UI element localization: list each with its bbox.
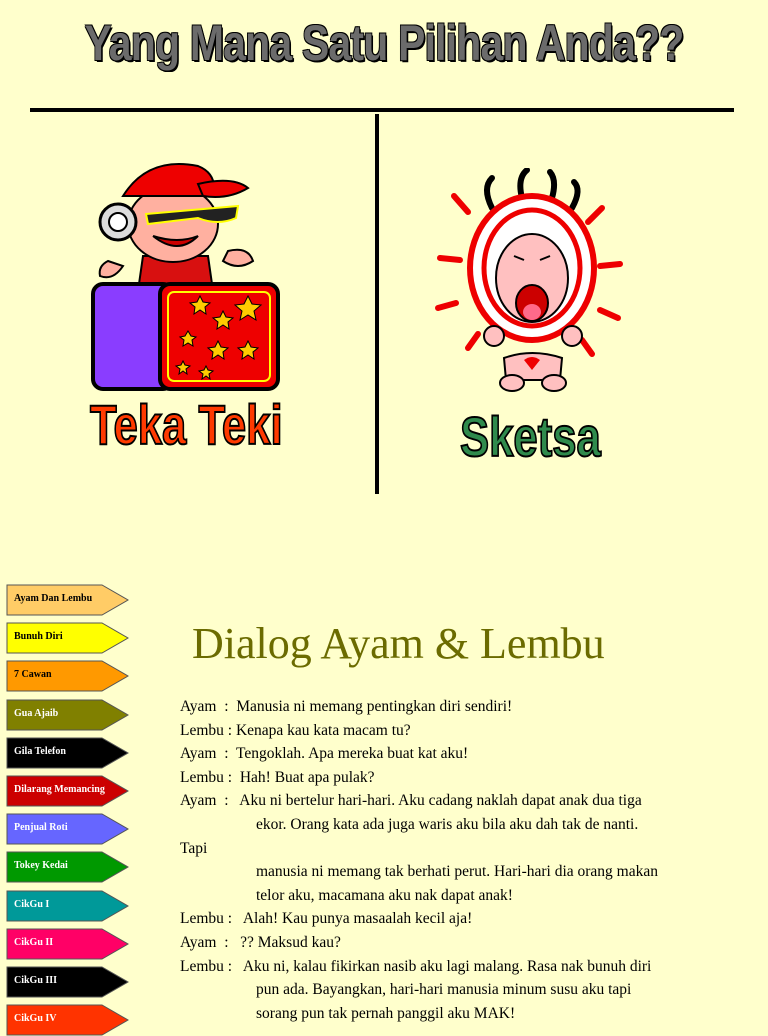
nav-button-10[interactable] (6, 966, 130, 998)
horizontal-divider (30, 108, 734, 112)
dialog-line: Lembu : Aku ni, kalau fikirkan nasib aku lagi malang. Rasa nak bunuh diri (180, 957, 652, 975)
dialog-title: Dialog Ayam & Lembu (192, 619, 605, 668)
nav-button-5[interactable] (6, 775, 130, 807)
nav-button-0[interactable] (6, 584, 130, 616)
dialog-text (180, 695, 740, 1025)
nav-button-7[interactable] (6, 851, 130, 883)
dialog-line: pun ada. Bayangkan, hari-hari manusia minum susu aku tapi (256, 981, 632, 999)
nav-button-3[interactable] (6, 699, 130, 731)
nav-button-label: Gua Ajaib (14, 708, 59, 719)
nav-button-label: Dilarang Memancing (14, 784, 105, 795)
dialog-line: Ayam : Manusia ni memang pentingkan diri sendiri! (180, 698, 513, 715)
dialog-line: Ayam : Tengoklah. Apa mereka buat kat aku! (180, 745, 469, 763)
dialog-line: sorang pun tak pernah panggil aku MAK! (256, 1004, 516, 1022)
nav-button-label: Bunuh Diri (14, 631, 63, 642)
teka-teki-choice[interactable] (88, 156, 308, 466)
dialog-line: Lembu : Alah! Kau punya masaalah kecil aja! (180, 910, 473, 928)
sketsa-choice[interactable] (432, 168, 632, 468)
nav-button-label: CikGu III (14, 975, 58, 986)
slide-title: Yang Mana Satu Pilihan Anda?? (84, 15, 684, 71)
nav-button-label: 7 Cawan (14, 669, 52, 680)
dialog-line: Lembu : Hah! Buat apa pulak? (180, 768, 375, 786)
vertical-divider (375, 114, 379, 494)
nav-button-label: CikGu I (14, 899, 50, 910)
nav-button-9[interactable] (6, 928, 130, 960)
nav-button-2[interactable] (6, 660, 130, 692)
nav-button-4[interactable] (6, 737, 130, 769)
nav-button-label: CikGu IV (14, 1013, 57, 1024)
dialog-line: Ayam : ?? Maksud kau? (180, 933, 341, 951)
nav-button-label: Penjual Roti (14, 822, 68, 833)
nav-button-label: Tokey Kedai (14, 860, 68, 871)
dialog-line: Lembu : Kenapa kau kata macam tu? (180, 721, 411, 739)
nav-button-6[interactable] (6, 813, 130, 845)
sketsa-label: Sketsa (460, 405, 601, 468)
nav-button-label: Ayam Dan Lembu (14, 593, 93, 604)
nav-button-1[interactable] (6, 622, 130, 654)
teka-teki-label: Teka Teki (90, 393, 283, 456)
dialog-line: telor aku, macamana aku nak dapat anak! (256, 886, 513, 904)
nav-button-8[interactable] (6, 890, 130, 922)
dialog-line: Ayam : Aku ni bertelur hari-hari. Aku cadang naklah dapat anak dua tiga (180, 792, 642, 810)
nav-button-label: Gila Telefon (14, 746, 66, 757)
dialog-line: Tapi (180, 839, 208, 857)
dialog-line: ekor. Orang kata ada juga waris aku bila aku dah tak de nanti. (256, 815, 639, 833)
teka-teki-cartoon-image (88, 156, 288, 396)
nav-button-label: CikGu II (14, 937, 54, 948)
dialog-line: manusia ni memang tak berhati perut. Hari-hari dia orang makan (256, 863, 658, 881)
sketsa-cartoon-image (432, 168, 632, 408)
nav-button-11[interactable] (6, 1004, 130, 1036)
